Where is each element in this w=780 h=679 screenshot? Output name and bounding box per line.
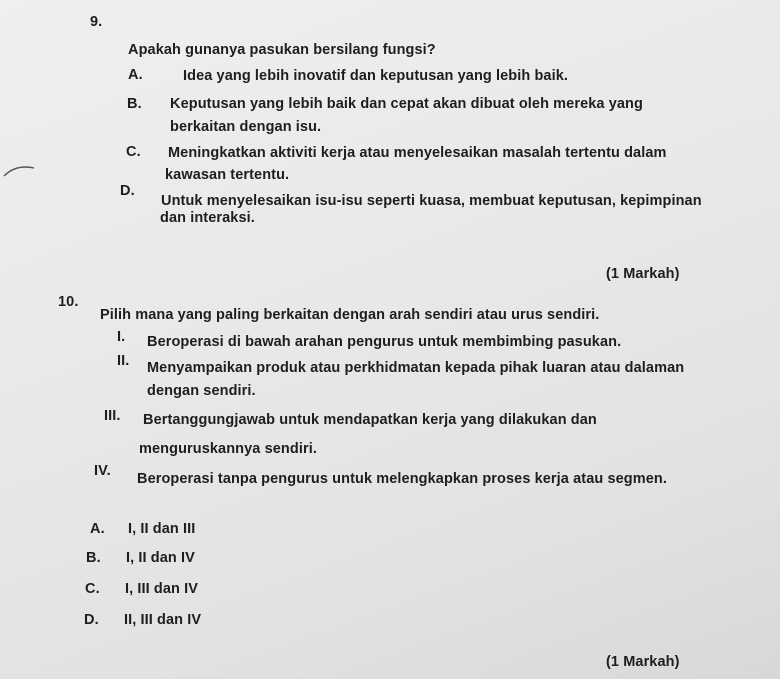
- question-text: Pilih mana yang paling berkaitan dengan arah sendiri atau urus sendiri.: [100, 307, 600, 323]
- option-letter: B.: [86, 550, 101, 566]
- statement-text: Beroperasi di bawah arahan pengurus untuk membimbing pasukan.: [147, 334, 622, 350]
- statement-numeral: III.: [104, 408, 121, 424]
- option-text: I, II dan IV: [126, 550, 195, 566]
- statement-text: Menyampaikan produk atau perkhidmatan kepada pihak luaran atau dalaman: [147, 360, 685, 376]
- marks-label: (1 Markah): [606, 266, 680, 282]
- option-letter: D.: [120, 183, 135, 199]
- statement-numeral: I.: [117, 329, 126, 345]
- option-text-continued: berkaitan dengan isu.: [170, 119, 322, 135]
- question-number: 9.: [90, 14, 103, 30]
- option-text: Idea yang lebih inovatif dan keputusan yang lebih baik.: [183, 68, 568, 84]
- statement-numeral: IV.: [94, 463, 111, 479]
- question-number: 10.: [58, 294, 79, 310]
- option-text: Meningkatkan aktiviti kerja atau menyelesaikan masalah tertentu dalam: [168, 145, 667, 161]
- option-text-continued: dan interaksi.: [160, 210, 255, 226]
- pen-mark: [2, 162, 36, 178]
- statement-numeral: II.: [117, 353, 130, 369]
- option-text-continued: kawasan tertentu.: [165, 167, 290, 183]
- option-text: II, III dan IV: [124, 612, 202, 628]
- option-letter: A.: [90, 521, 105, 537]
- option-letter: D.: [84, 612, 99, 628]
- option-text: Keputusan yang lebih baik dan cepat akan dibuat oleh mereka yang: [170, 96, 643, 112]
- option-letter: C.: [85, 581, 100, 597]
- option-text: I, II dan III: [128, 521, 196, 537]
- statement-text: Beroperasi tanpa pengurus untuk melengkapkan proses kerja atau segmen.: [137, 471, 667, 487]
- option-text: I, III dan IV: [125, 581, 199, 597]
- statement-text-continued: menguruskannya sendiri.: [139, 441, 317, 457]
- option-letter: A.: [128, 67, 143, 83]
- statement-text: Bertanggungjawab untuk mendapatkan kerja yang dilakukan dan: [143, 412, 597, 428]
- option-letter: C.: [126, 144, 141, 160]
- statement-text-continued: dengan sendiri.: [147, 383, 256, 399]
- marks-label: (1 Markah): [606, 654, 680, 670]
- option-letter: B.: [127, 96, 142, 112]
- question-text: Apakah gunanya pasukan bersilang fungsi?: [128, 42, 436, 58]
- option-text: Untuk menyelesaikan isu-isu seperti kuasa, membuat keputusan, kepimpinan: [161, 193, 702, 209]
